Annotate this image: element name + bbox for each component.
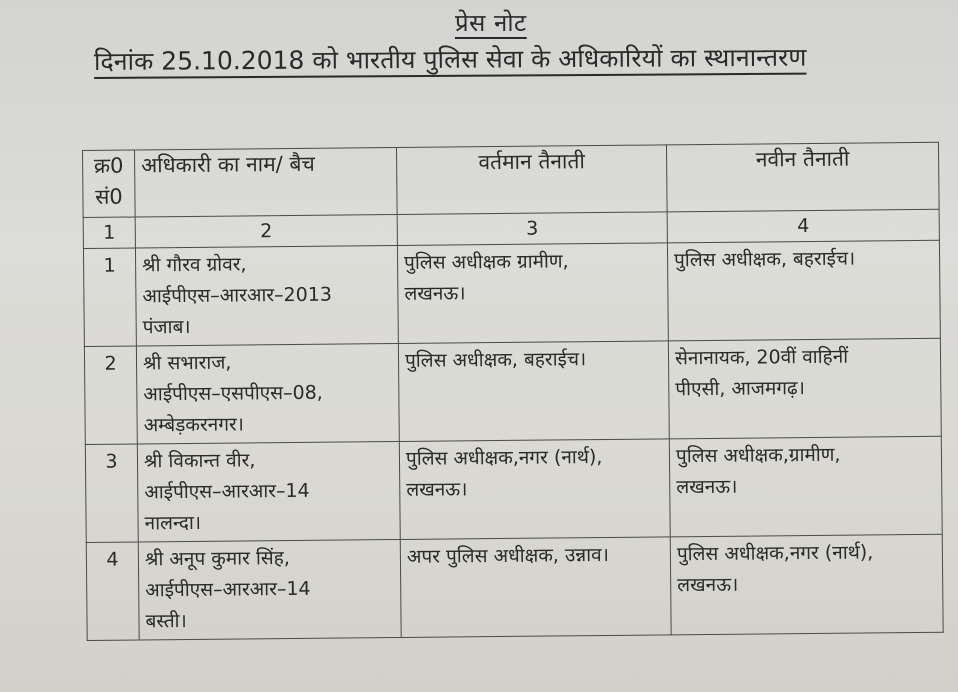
officer-batch: आईपीएस–आरआर–14: [145, 577, 311, 602]
officer-batch: आईपीएस–एसपीएस–08,: [143, 381, 323, 406]
current-posting-line: लखनऊ।: [404, 282, 466, 305]
new-posting-line: पुलिस अधीक्षक,ग्रामीण,: [675, 443, 841, 468]
row-serial: 3: [85, 444, 138, 542]
row-serial: 4: [86, 542, 139, 640]
officer-cell: [135, 245, 398, 346]
new-posting-line: पुलिस अधीक्षक,नगर (नार्थ),: [676, 541, 874, 566]
officer-name: श्री विकान्त वीर,: [143, 449, 256, 473]
officer-batch: आईपीएस–आरआर–2013: [142, 283, 333, 308]
officer-cell: [138, 539, 401, 640]
new-posting-cell: [670, 534, 943, 635]
current-posting-line: पुलिस अधीक्षक,नगर (नार्थ),: [405, 446, 603, 470]
officer-cell: [137, 441, 400, 542]
row-serial: 1: [83, 248, 136, 346]
current-posting-cell: [398, 341, 669, 442]
current-posting-line: पुलिस अधीक्षक ग्रामीण,: [403, 250, 569, 274]
new-posting-line: लखनऊ।: [677, 573, 739, 597]
header-serial: [83, 150, 136, 217]
header-current-posting: वर्तमान तैनाती: [396, 145, 667, 215]
current-posting-cell: [400, 537, 671, 638]
new-posting-cell: [669, 436, 942, 537]
officer-home: बस्ती।: [145, 610, 187, 633]
new-posting-line: पीएसी, आजमगढ़।: [675, 377, 805, 401]
new-posting-line: सेनानायक, 20वीं वाहिनीं: [674, 345, 849, 370]
current-posting-cell: [399, 439, 670, 540]
new-posting-line: पुलिस अधीक्षक, बहराईच।: [673, 247, 856, 272]
column-number: 3: [397, 212, 667, 246]
header-new-posting: नवीन तैनाती: [666, 142, 939, 212]
current-posting-line: पुलिस अधीक्षक, बहराईच।: [404, 348, 587, 372]
column-number: 1: [83, 217, 135, 248]
table-row: [85, 436, 942, 542]
officer-name: श्री सभाराज,: [142, 351, 232, 375]
officer-home: नालन्दा।: [144, 511, 202, 535]
officer-home: अम्बेड़करनगर।: [143, 413, 245, 437]
table-row: [84, 338, 941, 444]
officer-batch: आईपीएस–आरआर–14: [144, 479, 310, 504]
current-posting-line: अपर पुलिस अधीक्षक, उन्नाव।: [406, 543, 609, 568]
new-posting-cell: [668, 338, 941, 439]
header-serial-line2: सं0: [95, 184, 123, 209]
header-officer: अधिकारी का नाम/ बैच: [135, 147, 398, 217]
new-posting-cell: [667, 240, 940, 341]
officer-name: श्री गौरव ग्रोवर,: [142, 253, 247, 277]
new-posting-line: लखनऊ।: [676, 475, 738, 499]
officer-cell: [136, 343, 399, 444]
page-title: प्रेस नोट: [455, 9, 527, 37]
table-row: [83, 240, 940, 346]
table-row: [86, 534, 943, 640]
officer-home: पंजाब।: [142, 315, 191, 339]
current-posting-line: लखनऊ।: [406, 478, 468, 501]
header-serial-line1: क्र0: [93, 153, 124, 178]
row-serial: 2: [84, 346, 137, 444]
page-subtitle: दिनांक 25.10.2018 को भारतीय पुलिस सेवा के अधिकारियों का स्थानान्तरण: [93, 42, 807, 76]
column-number: 2: [135, 214, 397, 248]
current-posting-cell: [397, 243, 668, 344]
transfer-table-container: [82, 142, 944, 641]
table-header-row: [83, 142, 940, 217]
officer-name: श्री अनूप कुमार सिंह,: [144, 547, 290, 571]
column-number: 4: [667, 209, 939, 243]
transfer-table: [82, 142, 944, 641]
